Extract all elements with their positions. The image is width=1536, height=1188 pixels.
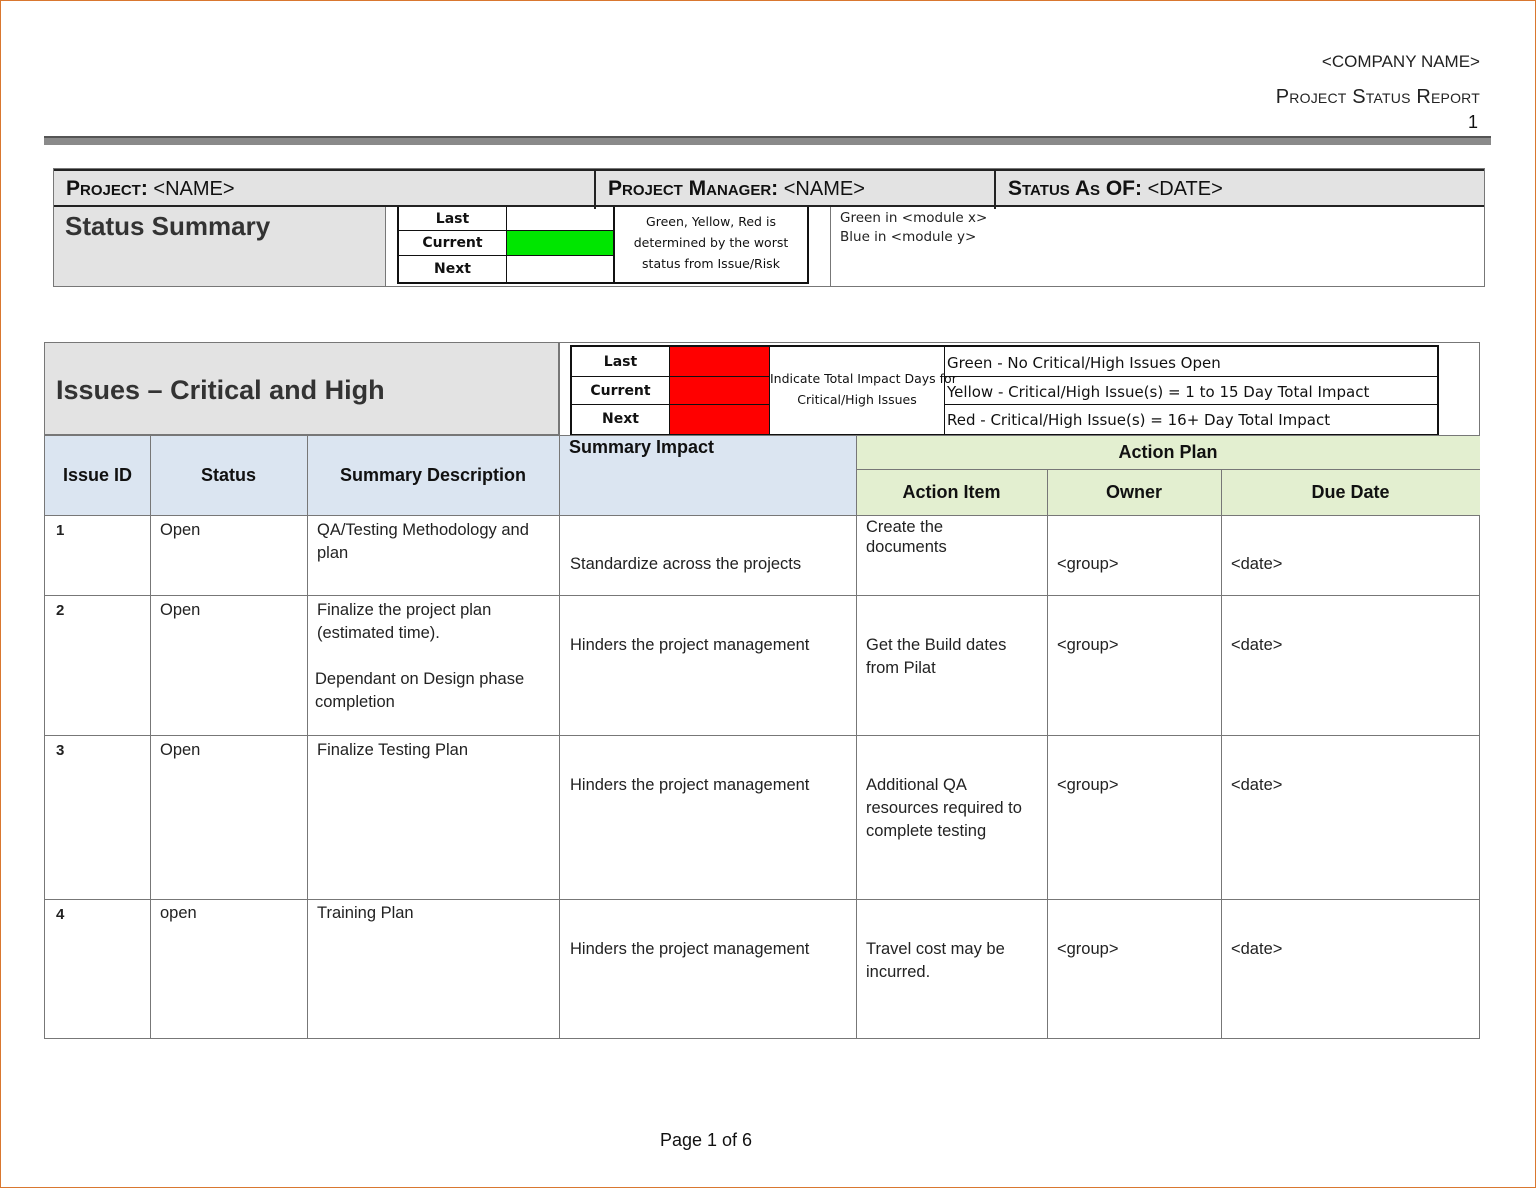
status-summary-title: Status Summary xyxy=(65,211,271,241)
grid-line xyxy=(150,435,151,1039)
row-due-date: <date> xyxy=(1231,555,1283,573)
col-summary-impact: Summary Impact xyxy=(569,437,715,457)
module-note-line: Green in <module x> xyxy=(840,210,988,226)
grid-line xyxy=(856,469,1480,470)
status-row-label: Next xyxy=(399,256,507,282)
row-impact: Hinders the project management xyxy=(570,636,810,654)
status-note-line: Green, Yellow, Red is xyxy=(646,214,776,229)
action-line: documents xyxy=(866,538,947,556)
row-description xyxy=(317,599,557,714)
indicator-row-label: Last xyxy=(572,347,670,377)
grid-line xyxy=(45,595,1480,596)
row-action-item xyxy=(866,517,947,557)
legend-red: Red - Critical/High Issue(s) = 16+ Day Total Impact xyxy=(947,411,1331,429)
row-owner: <group> xyxy=(1057,636,1119,654)
row-owner: <group> xyxy=(1057,555,1119,573)
row-issue-id: 1 xyxy=(56,522,65,539)
row-due-date: <date> xyxy=(1231,636,1283,654)
status-as-of-label: Status As OF: xyxy=(1008,177,1142,200)
col-action-item: Action Item xyxy=(902,482,1001,502)
col-owner: Owner xyxy=(1105,482,1162,502)
row-status: open xyxy=(160,904,197,922)
description-line: QA/Testing Methodology and xyxy=(317,521,529,539)
grid-line xyxy=(1221,469,1222,1039)
description-line: Finalize the project plan xyxy=(317,601,492,619)
row-status: Open xyxy=(160,521,201,539)
grid-line xyxy=(856,435,857,1039)
row-impact: Hinders the project management xyxy=(570,776,810,794)
row-description xyxy=(317,519,557,565)
row-issue-id: 3 xyxy=(56,742,65,759)
description-line: Finalize Testing Plan xyxy=(317,741,469,759)
action-line: resources required to xyxy=(866,799,1022,817)
grid-line xyxy=(1047,469,1048,1039)
action-line: complete testing xyxy=(866,822,987,840)
col-status: Status xyxy=(200,465,256,485)
module-note xyxy=(840,209,987,247)
grid-line xyxy=(45,735,1480,736)
indicator-note-line: Critical/High Issues xyxy=(797,392,917,407)
description-line: completion xyxy=(315,693,395,711)
action-line: Create the xyxy=(866,518,944,536)
action-line: Get the Build dates xyxy=(866,636,1007,654)
col-action-plan: Action Plan xyxy=(1118,442,1218,462)
manager-label: Project Manager: xyxy=(608,177,779,200)
indicator-row-label: Next xyxy=(572,405,670,434)
issues-indicator-legend xyxy=(570,345,1439,436)
row-due-date: <date> xyxy=(1231,776,1283,794)
row-description xyxy=(317,739,557,762)
row-status: Open xyxy=(160,741,201,759)
manager-value: <NAME> xyxy=(783,178,865,200)
manager-cell xyxy=(596,171,996,209)
legend-green: Green - No Critical/High Issues Open xyxy=(945,347,1437,377)
indicator-color-cell xyxy=(670,405,770,434)
grid-line xyxy=(45,899,1480,900)
status-color-cell xyxy=(507,207,615,231)
status-color-cell xyxy=(507,256,615,282)
indicator-color-cell xyxy=(670,347,770,377)
status-summary-note xyxy=(615,207,807,282)
header-rule xyxy=(44,136,1491,145)
row-description xyxy=(317,902,557,925)
row-due-date: <date> xyxy=(1231,940,1283,958)
legend-yellow: Yellow - Critical/High Issue(s) = 1 to 15 Day Total Impact xyxy=(945,377,1437,405)
divider xyxy=(830,207,831,286)
grid-line xyxy=(559,343,560,1039)
status-row-label: Current xyxy=(399,231,507,256)
indicator-note-line: Indicate Total Impact Days for xyxy=(770,371,957,386)
grid-line xyxy=(307,435,308,1039)
description-line: plan xyxy=(317,544,349,562)
row-impact: Standardize across the projects xyxy=(570,555,802,573)
row-action-item xyxy=(866,634,1006,680)
row-status: Open xyxy=(160,601,201,619)
row-owner: <group> xyxy=(1057,776,1119,794)
status-note-line: determined by the worst xyxy=(633,235,789,250)
project-header xyxy=(53,168,1485,287)
issues-title-panel xyxy=(45,343,559,435)
row-action-item xyxy=(866,774,1022,843)
issues-table xyxy=(44,342,1480,1039)
indicator-color-cell xyxy=(670,377,770,405)
action-line: from Pilat xyxy=(866,659,936,677)
status-as-of-cell xyxy=(996,171,1484,209)
description-line: Training Plan xyxy=(317,904,414,922)
grid-line xyxy=(45,435,1480,436)
issues-title: Issues – Critical and High xyxy=(56,375,385,405)
indicator-row-label: Current xyxy=(572,377,670,405)
status-color-cell xyxy=(507,231,615,256)
row-owner: <group> xyxy=(1057,940,1119,958)
project-cell xyxy=(54,171,596,209)
report-title: Project Status Report xyxy=(1275,86,1480,108)
indicator-note xyxy=(770,347,957,434)
action-line: Travel cost may be xyxy=(866,940,1005,958)
project-value: <NAME> xyxy=(153,178,235,200)
col-due-date: Due Date xyxy=(1311,482,1390,502)
status-row-label: Last xyxy=(399,207,507,231)
status-note-line: status from Issue/Risk xyxy=(642,256,780,271)
description-line: Dependant on Design phase xyxy=(315,670,525,688)
page-number-top: 1 xyxy=(1467,112,1478,132)
project-label: Project: xyxy=(66,177,148,200)
row-impact: Hinders the project management xyxy=(570,940,810,958)
company-name: <COMPANY NAME> xyxy=(1321,52,1480,71)
project-header-row xyxy=(54,169,1484,207)
col-issue-id: Issue ID xyxy=(62,465,133,485)
row-issue-id: 4 xyxy=(56,906,65,923)
page-footer: Page 1 of 6 xyxy=(659,1130,753,1150)
col-summary-description: Summary Description xyxy=(339,465,527,485)
grid-line xyxy=(45,515,1480,516)
row-issue-id: 2 xyxy=(56,602,65,619)
description-line: (estimated time). xyxy=(317,624,440,642)
row-action-item xyxy=(866,938,1005,984)
status-summary-grid xyxy=(397,207,809,284)
description-spacer xyxy=(317,645,557,668)
action-line: incurred. xyxy=(866,963,931,981)
status-as-of-value: <DATE> xyxy=(1147,178,1223,200)
status-summary-panel xyxy=(54,207,386,286)
module-note-line: Blue in <module y> xyxy=(840,229,977,245)
action-line: Additional QA xyxy=(866,776,967,794)
